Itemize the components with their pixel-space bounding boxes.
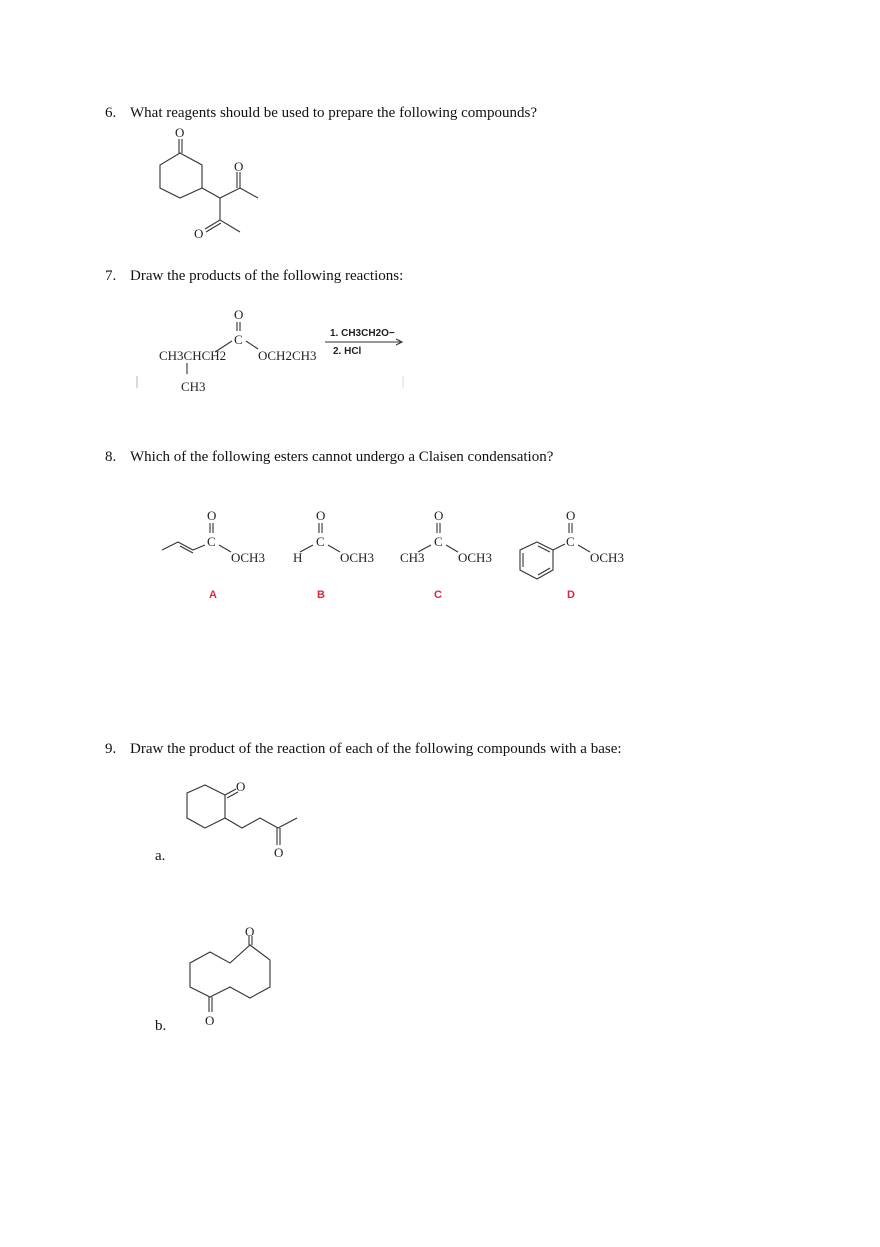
oxygen-atom: O [194, 226, 204, 241]
question-number: 9. [105, 741, 117, 757]
oxygen-atom: O [434, 508, 444, 523]
oxygen-atom: O [175, 125, 185, 140]
q9a-structure [187, 779, 297, 860]
oxygen-atom: O [316, 508, 326, 523]
question-number: 7. [105, 268, 117, 284]
reactant-left-group: CH3CHCH2 [159, 348, 227, 363]
part-a-label: a. [155, 848, 166, 864]
methyl-branch: CH3 [181, 379, 206, 394]
reactant-ester-group: OCH2CH3 [258, 348, 317, 363]
ester-a [162, 508, 265, 601]
reagent-step-1: 1. CH3CH2O− [330, 328, 395, 339]
carbon-atom: C [316, 534, 325, 549]
question-text: What reagents should be used to prepare the following compounds? [130, 105, 537, 121]
question-number: 6. [105, 105, 117, 121]
ester-group: OCH3 [458, 550, 492, 565]
ester-c [400, 508, 492, 601]
ester-group: OCH3 [590, 550, 624, 565]
option-label-b: B [317, 589, 325, 601]
part-b-label: b. [155, 1018, 167, 1034]
question-text: Draw the product of the reaction of each of the following compounds with a base: [130, 741, 622, 757]
q9b-structure [190, 924, 270, 1028]
oxygen-atom: O [245, 924, 255, 939]
reagent-step-2: 2. HCl [333, 346, 362, 357]
question-text: Which of the following esters cannot undergo a Claisen condensation? [130, 449, 554, 465]
carbon-atom: C [207, 534, 216, 549]
hydrogen-atom: H [293, 550, 303, 565]
ester-group: OCH3 [340, 550, 374, 565]
q6-structure [160, 125, 258, 241]
option-label-a: A [209, 589, 217, 601]
oxygen-atom: O [234, 307, 244, 322]
ester-b [293, 508, 374, 601]
carbon-atom: C [234, 332, 243, 347]
ester-group: OCH3 [231, 550, 265, 565]
carbon-atom: C [434, 534, 443, 549]
option-label-c: C [434, 589, 442, 601]
ester-d [520, 508, 624, 601]
oxygen-atom: O [236, 779, 246, 794]
oxygen-atom: O [205, 1013, 215, 1028]
carbon-atom: C [566, 534, 575, 549]
option-label-d: D [567, 589, 575, 601]
question-number: 8. [105, 449, 117, 465]
oxygen-atom: O [207, 508, 217, 523]
oxygen-atom: O [234, 159, 244, 174]
q7-reaction [137, 307, 403, 394]
oxygen-atom: O [566, 508, 576, 523]
methyl-group: CH3 [400, 550, 425, 565]
oxygen-atom: O [274, 845, 284, 860]
question-text: Draw the products of the following reactions: [130, 268, 404, 284]
